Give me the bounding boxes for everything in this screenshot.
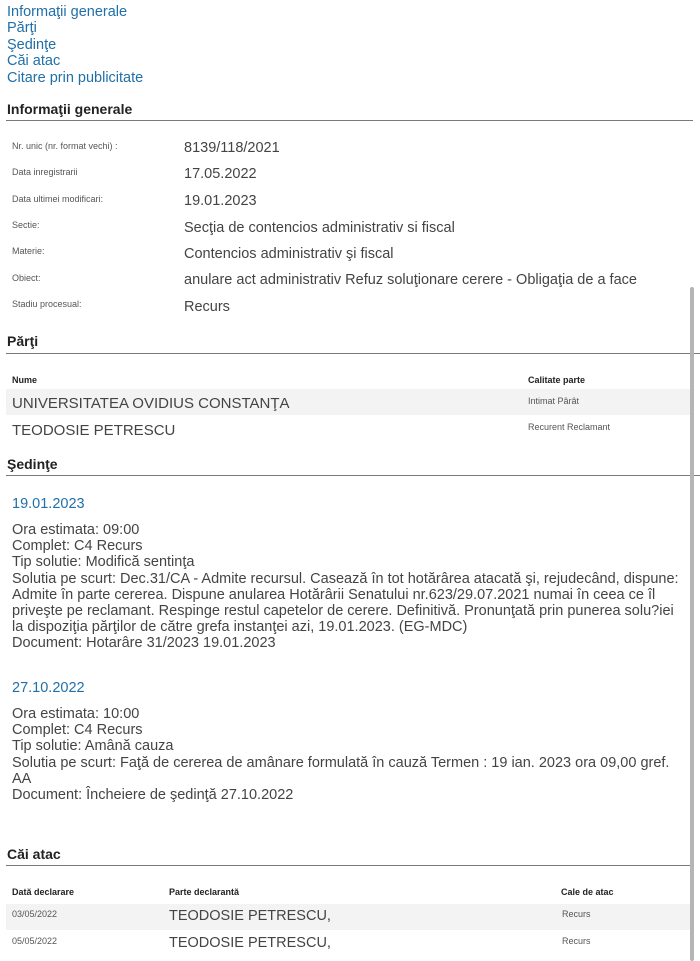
hearing-date: 19.01.2023	[12, 496, 85, 512]
hearing-tip-solutie: Tip solutie: Amână cauza	[12, 738, 174, 755]
hearing-tip-solutie: Tip solutie: Modifică sentinţa	[12, 554, 195, 571]
nav-link-sedinte[interactable]: Şedinţe	[7, 36, 57, 53]
divider	[6, 865, 693, 866]
field-label-stadiu: Stadiu procesual:	[12, 299, 82, 309]
column-header-parte-declaranta: Parte declarantă	[169, 887, 240, 897]
nav-link-cai-atac[interactable]: Căi atac	[7, 53, 61, 70]
field-label-data-inregistrarii: Data inregistrarii	[12, 167, 78, 177]
divider	[6, 120, 693, 121]
nav-link-citare[interactable]: Citare prin publicitate	[7, 69, 144, 86]
hearing-date: 27.10.2022	[12, 680, 85, 696]
divider	[6, 475, 700, 476]
parti-section-title: Părţi	[7, 333, 39, 349]
nav-link-informatii[interactable]: Informaţii generale	[7, 4, 128, 20]
field-label-sectie: Sectie:	[12, 220, 40, 230]
party-name: TEODOSIE PETRESCU	[12, 422, 176, 439]
hearing-details	[12, 522, 684, 652]
hearing-ora: Ora estimata: 09:00	[12, 522, 140, 538]
nav-link-parti[interactable]: Părţi	[7, 20, 37, 37]
hearing-complet: Complet: C4 Recurs	[12, 722, 143, 739]
party-role: Intimat Pârât	[528, 396, 580, 406]
field-label-data-modificari: Data ultimei modificari:	[12, 194, 104, 204]
section-nav	[7, 4, 143, 86]
field-label-materie: Materie:	[12, 246, 45, 256]
column-header-calitate: Calitate parte	[528, 375, 586, 385]
appeal-date: 03/05/2022	[12, 909, 58, 919]
field-value-obiect: anulare act administrativ Refuz soluţionare cerere - Obligaţia de a face	[184, 272, 637, 288]
party-role: Recurent Reclamant	[528, 422, 611, 432]
appeal-type: Recurs	[562, 909, 591, 919]
column-header-data-declarare: Dată declarare	[12, 887, 75, 897]
hearing-solutia: Solutia pe scurt: Faţă de cererea de amânare formulată în cauză Termen : 19 ian. 2023 ora 09,00 gref. AA	[12, 754, 670, 787]
appeal-type: Recurs	[562, 936, 591, 946]
field-value-data-modificari: 19.01.2023	[184, 193, 257, 209]
appeal-party: TEODOSIE PETRESCU,	[169, 935, 331, 951]
hearing-complet: Complet: C4 Recurs	[12, 538, 143, 555]
party-name: UNIVERSITATEA OVIDIUS CONSTANŢA	[12, 395, 290, 412]
hearing-ora: Ora estimata: 10:00	[12, 706, 140, 722]
sedinte-section-title: Şedinţe	[7, 456, 58, 472]
field-label-obiect: Obiect:	[12, 273, 41, 283]
column-header-nume: Nume	[12, 375, 38, 385]
appeal-date: 05/05/2022	[12, 936, 58, 946]
field-value-nr-unic: 8139/118/2021	[184, 140, 280, 156]
informatii-section-title: Informaţii generale	[7, 101, 133, 117]
divider	[6, 353, 700, 354]
field-value-sectie: Secţia de contencios administrativ si fiscal	[184, 220, 455, 236]
vertical-scrollbar[interactable]	[690, 287, 694, 961]
field-value-materie: Contencios administrativ şi fiscal	[184, 246, 394, 262]
column-header-cale-de-atac: Cale de atac	[561, 887, 614, 897]
field-value-stadiu: Recurs	[184, 299, 230, 315]
hearing-solutia: Solutia pe scurt: Dec.31/CA - Admite recursul. Casează în tot hotărârea atacată şi, rejudecând, dispune: Admite în parte cererea. Dispune anularea Hotărârii Senatului nr.623/29.07.2021 numai în ceea ce îl priveşte pe reclamant. Respinge restul capetelor de cerere. Definitivă. Pronunţată prin punerea solu?iei la dispoziţia părţilor de către grefa instanţei azi, 19.01.2023. (EG-MDC)	[12, 570, 679, 636]
hearing-details	[12, 706, 684, 803]
field-value-data-inregistrarii: 17.05.2022	[184, 166, 257, 182]
cai-atac-section-title: Căi atac	[7, 846, 61, 862]
field-label-nr-unic: Nr. unic (nr. format vechi) :	[12, 141, 118, 151]
appeal-party: TEODOSIE PETRESCU,	[169, 908, 331, 924]
hearing-document: Document: Încheiere de şedinţă 27.10.2022	[12, 787, 294, 804]
hearing-document: Document: Hotarâre 31/2023 19.01.2023	[12, 635, 276, 652]
